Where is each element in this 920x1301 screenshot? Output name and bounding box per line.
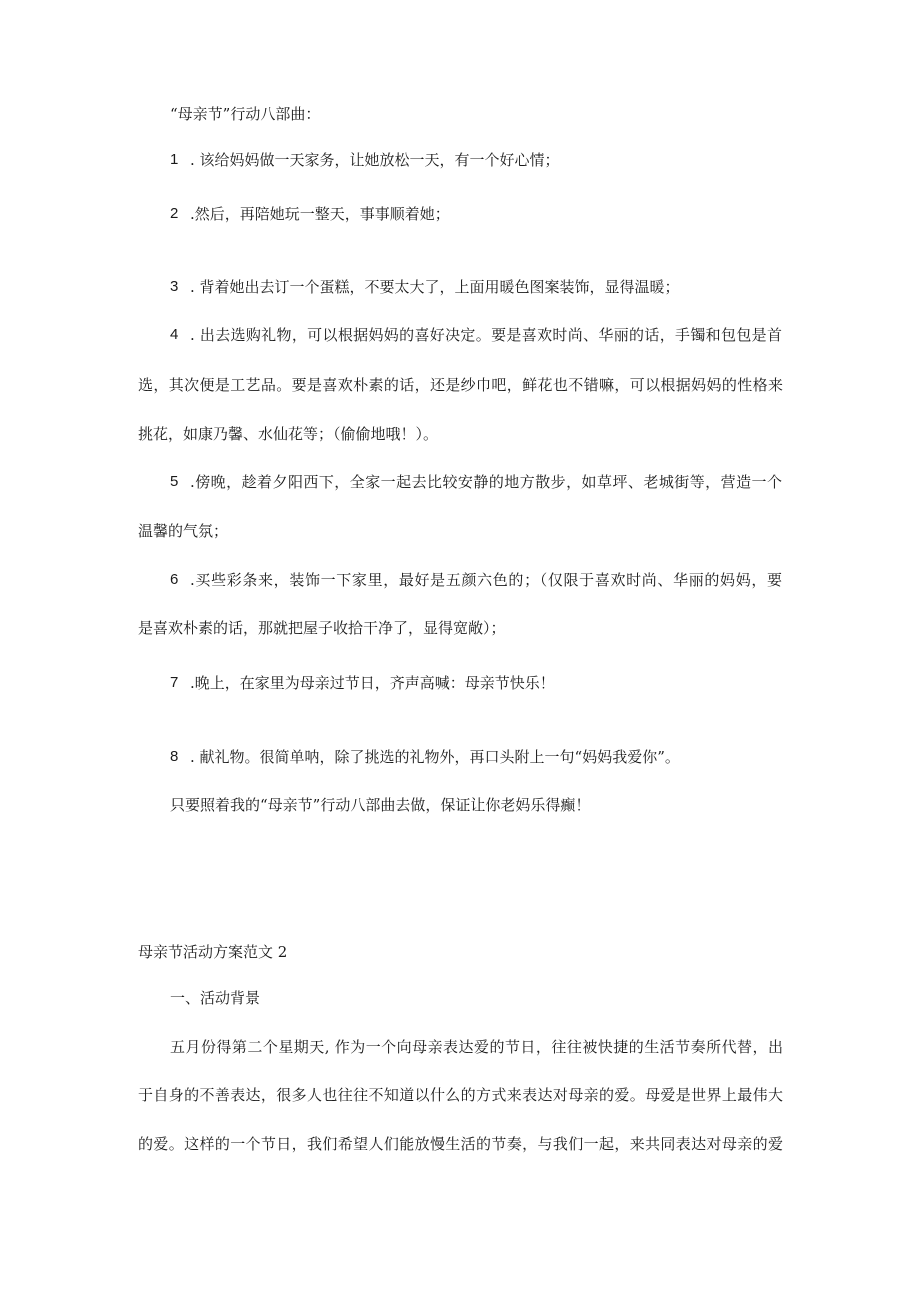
step-number: 5 xyxy=(170,473,179,490)
step-number: 7 xyxy=(170,674,179,691)
step-text: 选，其次便是工艺品。要是喜欢朴素的话，还是纱巾吧，鲜花也不错嘛，可以根据妈妈的性格来 xyxy=(138,376,783,394)
section-title: 母亲节活动方案范文 2 xyxy=(138,943,288,961)
step-text: . 献礼物。很简单呐，除了挑选的礼物外，再口头附上一句“妈妈我爱你”。 xyxy=(190,748,680,766)
step-text: .傍晚，趁着夕阳西下，全家一起去比较安静的地方散步，如草坪、老城街等，营造一个 xyxy=(190,473,782,491)
paragraph-line: 五月份得第二个星期天, 作为一个向母亲表达爱的节日，往往被快捷的生活节奏所代替，出 xyxy=(170,1038,783,1056)
step-number: 8 xyxy=(170,748,179,765)
subheading: 一、活动背景 xyxy=(170,989,261,1007)
step-text: 温馨的气氛； xyxy=(138,522,229,540)
step-text: . 该给妈妈做一天家务，让她放松一天，有一个好心情； xyxy=(190,151,560,169)
step-number: 1 xyxy=(170,151,179,168)
intro-line: “母亲节”行动八部曲： xyxy=(170,105,321,123)
step-text: 是喜欢朴素的话，那就把屋子收拾干净了，显得宽敞）； xyxy=(138,619,506,637)
step-number: 4 xyxy=(170,326,179,343)
step-text: .晚上，在家里为母亲过节日，齐声高喊：母亲节快乐！ xyxy=(190,674,555,692)
step-number: 3 xyxy=(170,278,179,295)
step-text: .然后，再陪她玩一整天，事事顺着她； xyxy=(190,205,450,223)
closing-line: 只要照着我的“母亲节”行动八部曲去做，保证让你老妈乐得癫！ xyxy=(170,796,591,814)
step-text: 挑花，如康乃馨、水仙花等；（偷偷地哦！）。 xyxy=(138,425,439,443)
paragraph-line: 的爱。这样的一个节日，我们希望人们能放慢生活的节奏，与我们一起，来共同表达对母亲的爱 xyxy=(138,1135,783,1153)
step-text: .买些彩条来，装饰一下家里，最好是五颜六色的；（仅限于喜欢时尚、华丽的妈妈，要 xyxy=(190,571,782,589)
step-text: . 背着她出去订一个蛋糕，不要太大了，上面用暖色图案装饰，显得温暖； xyxy=(190,278,680,296)
step-number: 6 xyxy=(170,571,179,588)
paragraph-line: 于自身的不善表达，很多人也往往不知道以什么的方式来表达对母亲的爱。母爱是世界上最伟大 xyxy=(138,1086,783,1104)
step-text: . 出去选购礼物，可以根据妈妈的喜好决定。要是喜欢时尚、华丽的话，手镯和包包是首 xyxy=(190,326,782,344)
step-number: 2 xyxy=(170,205,179,222)
